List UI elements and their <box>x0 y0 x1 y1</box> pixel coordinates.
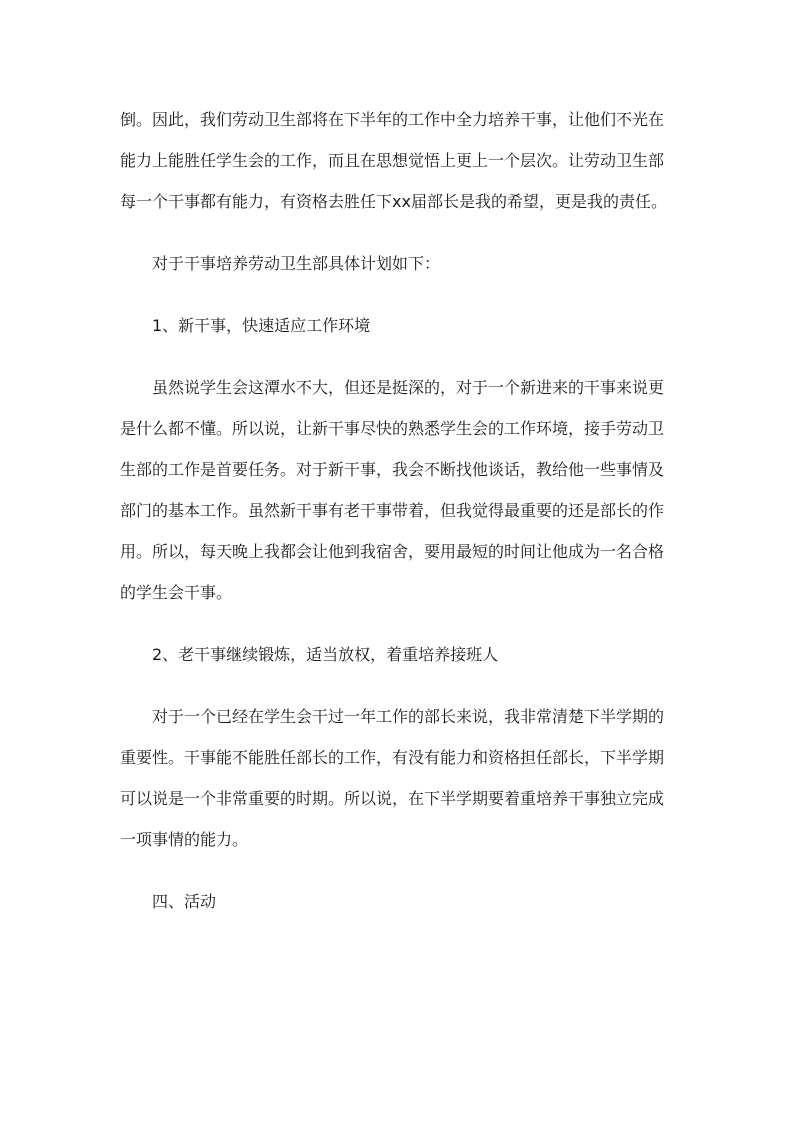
paragraph-gap <box>120 675 676 696</box>
section-heading-old-staff: 2、老干事继续锻炼，适当放权，着重培养接班人 <box>152 645 499 664</box>
paragraph-old-staff: 对于一个已经在学生会干过一年工作的部长来说，我非常清楚下半学期的重要性。干事能不能胜任部长的工作，有没有能力和资格担任部长，下半学期可以说是一个非常重要的时期。所以说，在下半学期要着重培养干事独立完成一项事情的能力。 <box>120 707 665 849</box>
document-body <box>120 99 676 922</box>
paragraph-gap <box>120 346 676 367</box>
paragraph-gap <box>120 222 676 243</box>
paragraph-new-staff: 虽然说学生会这潭水不大，但还是挺深的，对于一个新进来的干事来说更是什么都不懂。所以说，让新干事尽快的熟悉学生会的工作环境，接手劳动卫生部的工作是首要任务。对于新干事，我会不断找他谈话，教给他一些事情及部门的基本工作。虽然新干事有老干事带着，但我觉得最重要的还是部长的作用。所以，每天晚上我都会让他到我宿舍，要用最短的时间让他成为一名合格的学生会干事。 <box>120 378 665 602</box>
paragraph-continuation: 倒。因此，我们劳动卫生部将在下半年的工作中全力培养干事，让他们不光在能力上能胜任学生会的工作，而且在思想觉悟上更上一个层次。让劳动卫生部每一个干事都有能力，有资格去胜任下xx届部长是我的希望，更是我的责任。 <box>120 110 667 211</box>
paragraph-gap <box>120 860 676 881</box>
paragraph-gap <box>120 284 676 305</box>
section-heading-new-staff: 1、新干事，快速适应工作环境 <box>152 316 371 335</box>
paragraph-plan-intro: 对于干事培养劳动卫生部具体计划如下： <box>152 254 441 273</box>
paragraph-gap <box>120 613 676 634</box>
section-heading-activities: 四、活动 <box>152 892 217 911</box>
